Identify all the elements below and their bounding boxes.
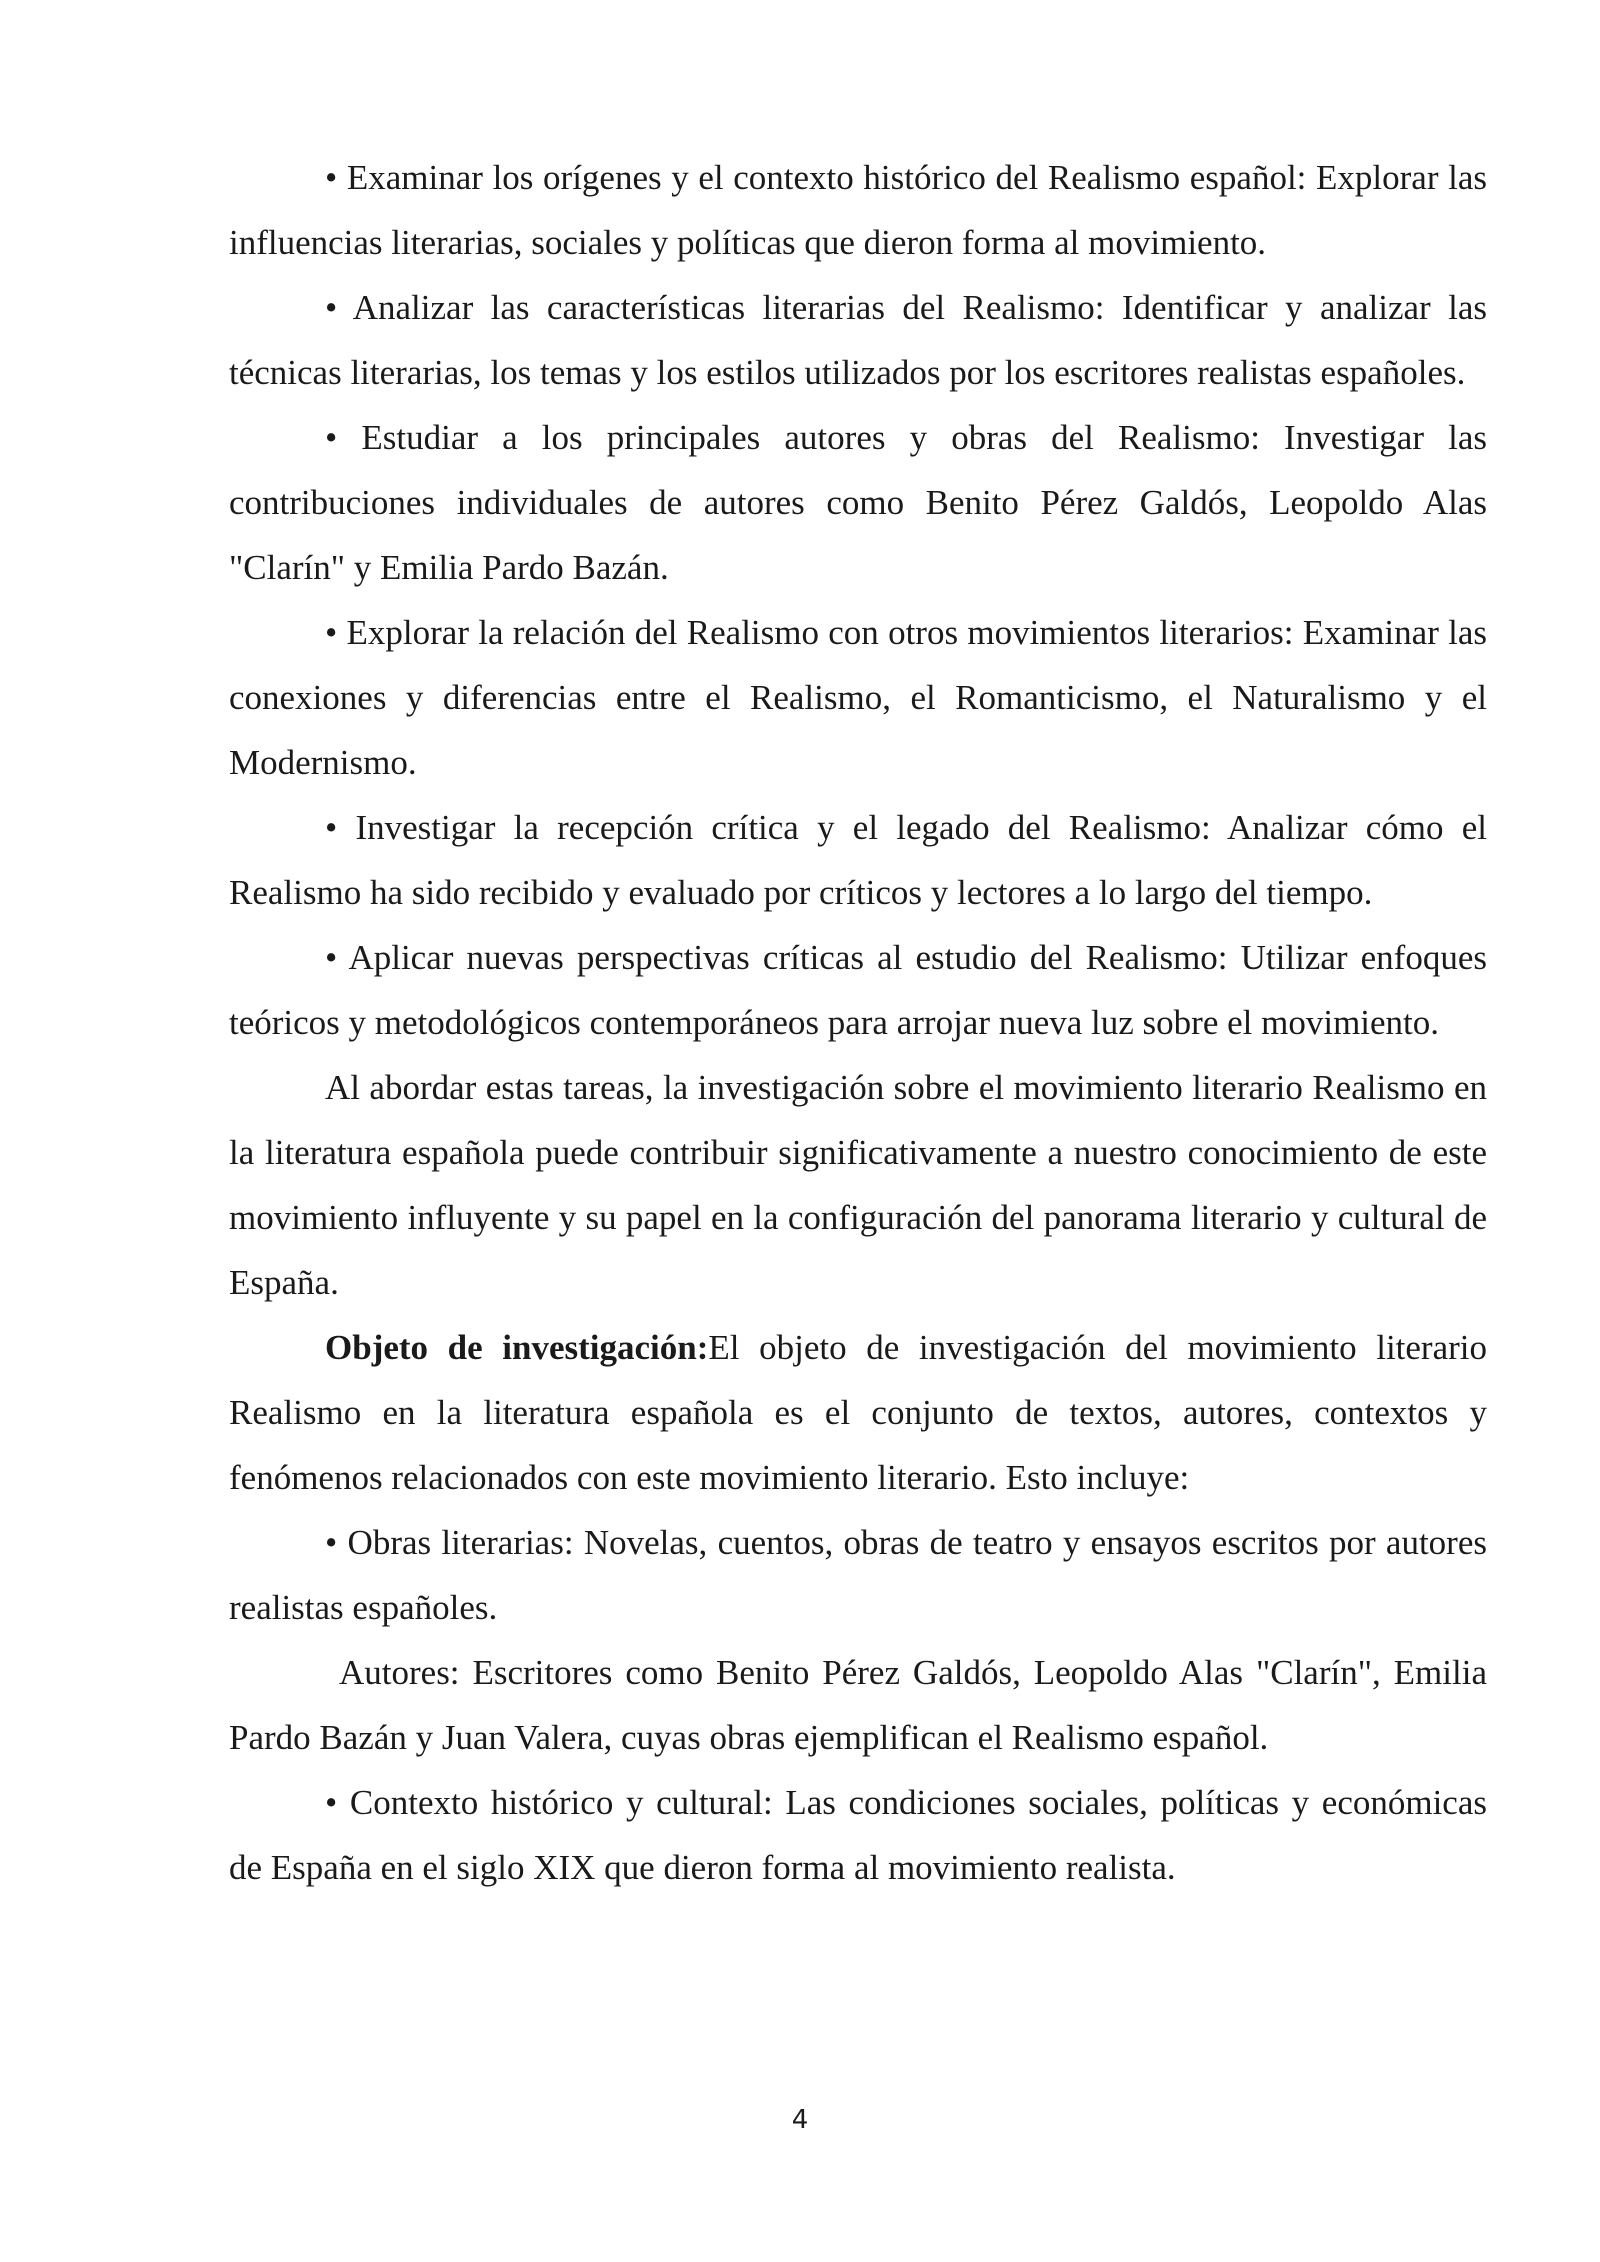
paragraph-objetivo-5: • Investigar la recepción crítica y el legado del Realismo: Analizar cómo el Realismo ha sido recibido y evaluado por críticos y lectores a lo largo del tiempo. bbox=[229, 808, 1487, 912]
page-number: 4 bbox=[791, 2105, 809, 2135]
paragraph-objetivo-1: • Examinar los orígenes y el contexto histórico del Realismo español: Explorar las influencias literarias, sociales y políticas que dieron forma al movimiento. bbox=[229, 158, 1487, 262]
list-item-autores: Autores: Escritores como Benito Pérez Galdós, Leopoldo Alas "Clarín", Emilia Pardo Bazán y Juan Valera, cuyas obras ejemplifican el Realismo español. bbox=[229, 1653, 1487, 1757]
list-item-obras: • Obras literarias: Novelas, cuentos, obras de teatro y ensayos escritos por autores realistas españoles. bbox=[229, 1523, 1487, 1627]
body-text bbox=[229, 145, 1487, 1900]
paragraph-objetivo-6: • Aplicar nuevas perspectivas críticas al estudio del Realismo: Utilizar enfoques teóricos y metodológicos contemporáneos para arrojar nueva luz sobre el movimiento. bbox=[229, 938, 1487, 1042]
objeto-text: El objeto de investigación del movimiento literario Realismo en la literatura española es el conjunto de textos, autores, contextos y fenómenos relacionados con este movimiento literario. Esto incluye: bbox=[229, 1328, 1487, 1497]
paragraph-objetivo-3: • Estudiar a los principales autores y obras del Realismo: Investigar las contribuciones individuales de autores como Benito Pérez Galdós, Leopoldo Alas "Clarín" y Emilia Pardo Bazán. bbox=[229, 418, 1487, 587]
list-item-contexto: • Contexto histórico y cultural: Las condiciones sociales, políticas y económicas de España en el siglo XIX que dieron forma al movimiento realista. bbox=[229, 1783, 1487, 1887]
paragraph-conclusion: Al abordar estas tareas, la investigación sobre el movimiento literario Realismo en la literatura española puede contribuir significativamente a nuestro conocimiento de este movimiento influyente y su papel en la configuración del panorama literario y cultural de España. bbox=[229, 1068, 1487, 1302]
paragraph-objeto bbox=[229, 1315, 1487, 1510]
paragraph-objetivo-2: • Analizar las características literarias del Realismo: Identificar y analizar las técnicas literarias, los temas y los estilos utilizados por los escritores realistas españoles. bbox=[229, 288, 1487, 392]
objeto-heading: Objeto de investigación: bbox=[325, 1328, 709, 1367]
paragraph-objetivo-4: • Explorar la relación del Realismo con otros movimientos literarios: Examinar las conexiones y diferencias entre el Realismo, el Romanticismo, el Naturalismo y el Modernismo. bbox=[229, 613, 1487, 782]
